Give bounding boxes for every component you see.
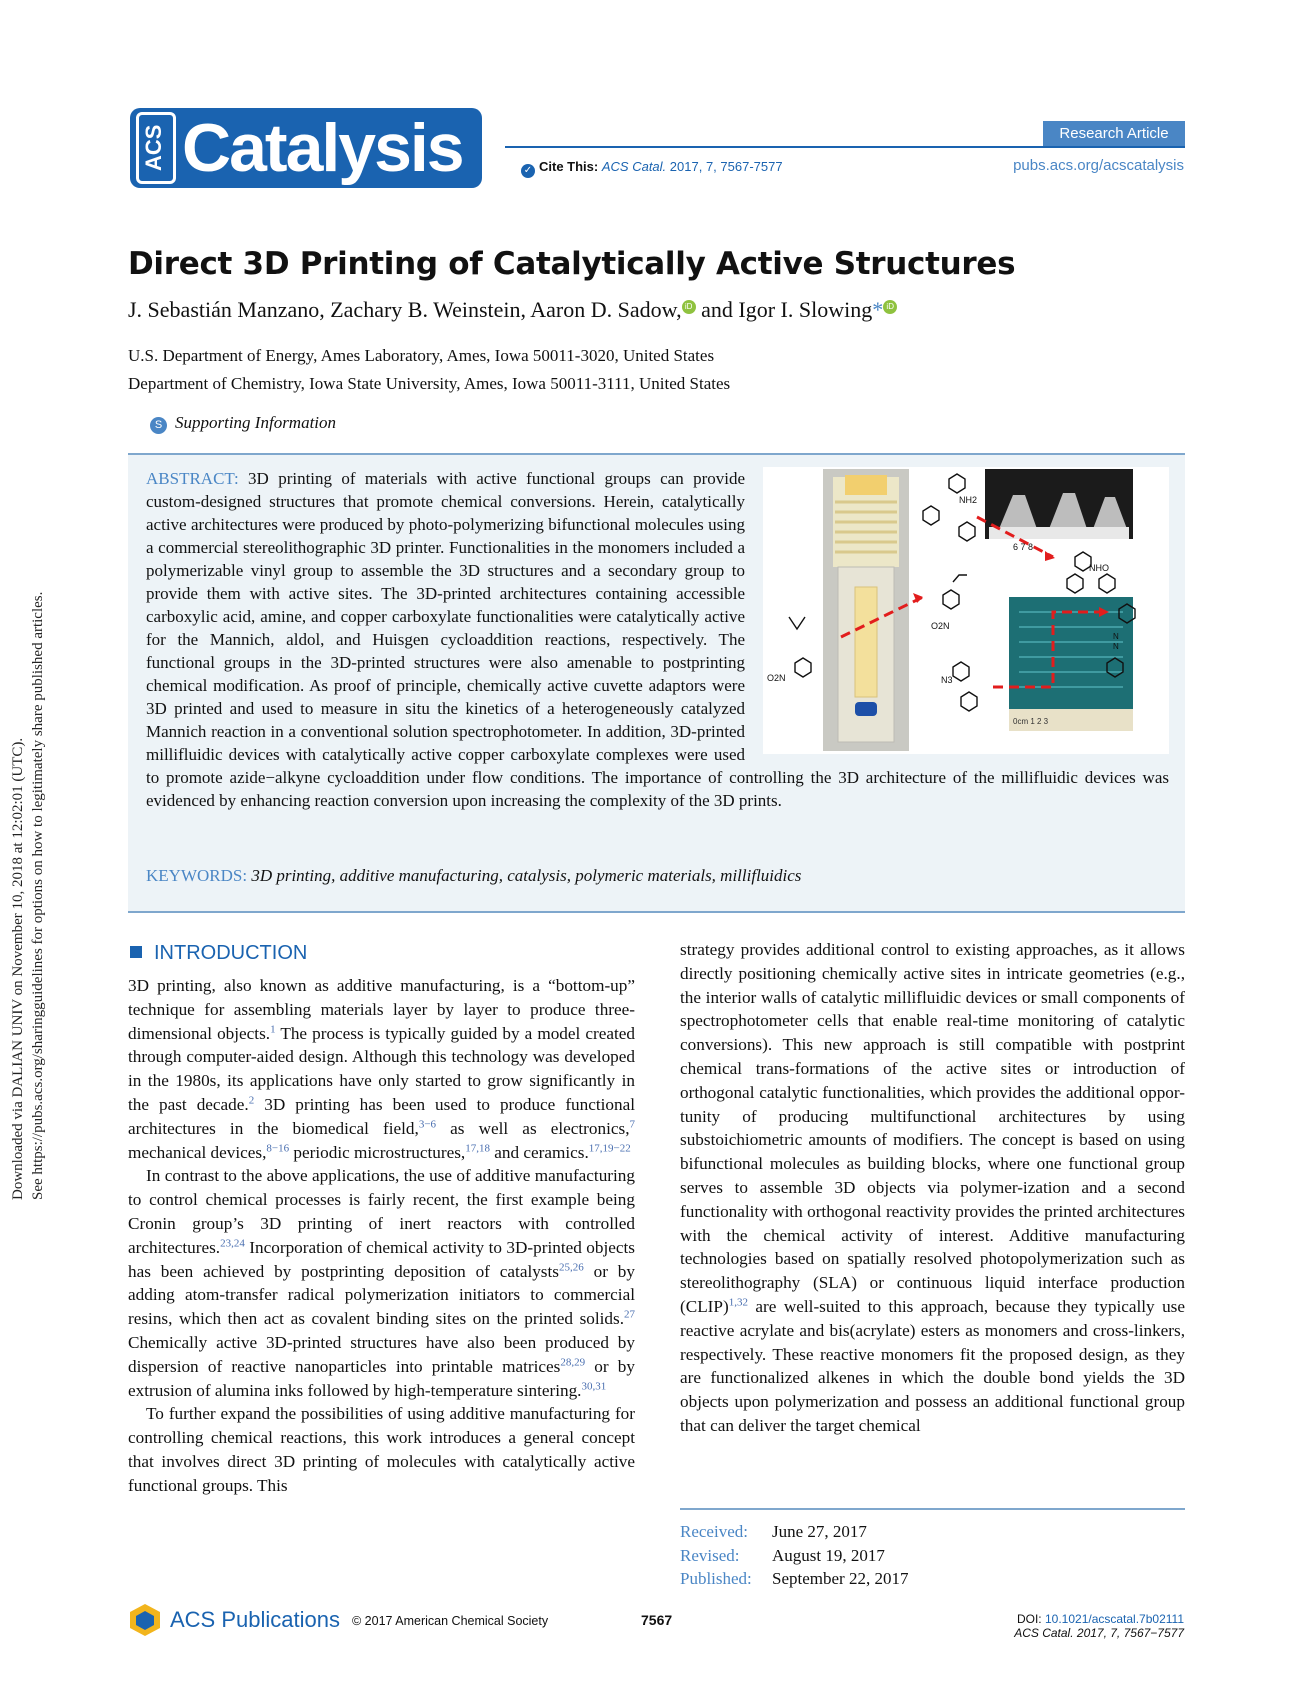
triazole-n-label: N [1113, 632, 1119, 641]
heading-square-icon [130, 946, 142, 958]
ref-link[interactable]: 25,26 [558, 1260, 584, 1273]
ref-link[interactable]: 17,19−22 [588, 1141, 631, 1154]
affiliation-1: U.S. Department of Energy, Ames Laboratory, Ames, Iowa 50011-3020, United States [128, 346, 715, 365]
cite-ref[interactable]: 2017, 7, 7567-7577 [669, 159, 783, 174]
acetone [789, 617, 805, 629]
journal-logo[interactable] [130, 108, 482, 188]
left-column [128, 974, 635, 1498]
ruler-right-label: 0cm 1 2 3 [1013, 717, 1049, 726]
paragraph: 3D printing, also known as additive manufacturing, is a “bottom-up” technique for assembling materials layer by layer to produce three-dimensional objects.$^1$ The process is typically guided by a model created through computer-aided design. Although this technology was developed in the 1980s, its applications have only started to grow significantly in the past decade.$^2$ 3D printing has been used to produce functional architectures in the biomedical field,$^{3-6}$ as well as electronics,$^7$ mechanical devices,$^{8-16}$ periodic microstructures,$^{17,18}$ and ceramics.$^{17,19-22}$ [128, 976, 636, 1162]
citation: ACS Catal. 2017, 7, 7567−7577 [1014, 1626, 1184, 1640]
product-ring-2 [1067, 574, 1083, 593]
published-date: September 22, 2017 [772, 1569, 909, 1588]
orcid-icon[interactable]: iD [682, 300, 696, 314]
ref-link[interactable]: 30,31 [581, 1379, 607, 1392]
toc-figure [763, 467, 1169, 754]
keywords-label: KEYWORDS: [146, 866, 248, 885]
doi-label: DOI: [1016, 1612, 1042, 1626]
revised-date: August 19, 2017 [772, 1545, 885, 1565]
affiliation-2: Department of Chemistry, Iowa State University, Ames, Iowa 50011-3111, United States [128, 374, 731, 393]
side-note-line-2: See https://pubs.acs.org/sharingguidelines for options on how to legitimately share published articles. [30, 591, 46, 1200]
nitrobenzaldehyde-ring [795, 658, 811, 677]
header-rule [505, 146, 1185, 148]
page-number: 7567 [641, 1612, 673, 1628]
paragraph: To further expand the possibilities of using additive manufacturing for controlling chemical reactions, this work introduces a general concept that involves direct 3D printing of molecules with catalytically active functional groups. This [128, 1404, 635, 1495]
n3-label: N3 [941, 675, 953, 685]
article-dates [680, 1508, 1185, 1591]
journal-url[interactable]: pubs.acs.org/acscatalysis [1013, 157, 1184, 174]
nitrostyryl-ring [943, 590, 959, 609]
received-date: June 27, 2017 [772, 1522, 867, 1541]
paragraph: strategy provides additional control to existing approaches, as it allows directly positioning chemically active sites in intricate geometries (e.g., the interior walls of catalytic millifluidic devices or small components of spectrophotometer cells that enable real-time monitoring of catalytic conversions). This new approach is still compatible with postprint chemical trans-formations of the active sites or introduction of orthogonal catalytic functionalities, which provides the additional oppor-tunity of producing multifunctional architectures by using substoichiometric amounts of modifiers. The concept is based on using bifunctional molecules as building blocks, where one functional group serves to assemble 3D objects via polymer-ization and a second functionality with orthogonal reactivity provides the printed architectures with the chemical activity of interest. Additive manufacturing technologies based on spatially resolved photopolymerization such as stereolithography (SLA) or continuous liquid interface production (CLIP)$^{1,32}$ are well-suited to this approach, because they typically use reactive acrylate and bis(acrylate) esters as monomers and cross-linkers, respectively. These reactive monomers fit the proposed design, as they are functionalized alkenes in which the double bond yields the 3D objects upon polymerization and possess an additional functional group that can deliver the target chemical [680, 940, 1185, 1435]
logo-journal-name: Catalysis [182, 110, 463, 186]
keywords-list: 3D printing, additive manufacturing, catalysis, polymeric materials, millifluidics [251, 866, 802, 885]
download-side-note [8, 510, 48, 1200]
supporting-info-icon: S [150, 417, 167, 434]
received-label: Received: [680, 1522, 748, 1541]
doi-link[interactable]: 10.1021/acscatal.7b02111 [1044, 1612, 1184, 1626]
abstract [146, 467, 1169, 812]
nh2-label: NH2 [959, 495, 978, 505]
authors-part-2: and Igor I. Slowing [701, 297, 873, 322]
publisher-name: ACS Publications [170, 1607, 340, 1632]
ref-link[interactable]: 1 [270, 1022, 276, 1035]
copyright: © 2017 American Chemical Society [352, 1614, 549, 1628]
article-title: Direct 3D Printing of Catalytically Active Structures [128, 246, 1016, 282]
keywords [146, 866, 801, 886]
supporting-information[interactable] [150, 413, 336, 434]
ref-link[interactable]: 28,29 [560, 1356, 586, 1369]
ref-link[interactable]: 27 [624, 1308, 635, 1321]
revised-label: Revised: [680, 1545, 740, 1565]
right-column [680, 938, 1185, 1438]
o2n-label: O2N [931, 621, 950, 631]
orcid-icon[interactable]: iD [883, 300, 897, 314]
ref-link[interactable]: 3−6 [418, 1118, 437, 1131]
article-type-badge: Research Article [1043, 121, 1185, 146]
cyclohexanone-ring [959, 522, 975, 541]
abstract-text: 3D printing of materials with active functional groups can provide custom-designed structures that promote chemical conversions. Herein, catalytically active architectures were produced by photo-polymerizing bifunctional molecules using a commercial stereolithographic 3D printer. Functionalities in the monomers included a polymerizable vinyl group to assemble the 3D structures and a secondary group to provide them with active sites. The 3D-printed architectures containing accessible carboxylic acid, amine, and copper carboxylate functionalities were catalytically active for the Mannich, aldol, and Huisgen cycloaddition reactions, respectively. The functional groups in the 3D-printed structures were also amenable to postprinting chemical modification. As proof of principle, chemically active cuvette adaptors were 3D printed and used to measure in situ the kinetics of a heterogeneously catalyzed Mannich reaction in a conventional solution spectrophotometer. In addition, 3D-printed millifluidic devices with catalytically active copper carboxylate complexes were used to promote azide−alkyne cycloaddition under flow conditions. The importance of controlling the 3D architecture of the millifluidic devices was evidenced by enhancing reaction conversion upon increasing the complexity of the 3D prints. [146, 469, 1169, 810]
supporting-info-label[interactable]: Supporting Information [175, 413, 337, 432]
section-heading-text: INTRODUCTION [154, 942, 308, 964]
ref-link[interactable]: 17,18 [465, 1141, 490, 1154]
logo-acs-mark: ACS [136, 112, 176, 184]
check-icon: ✓ [521, 164, 535, 178]
ref-link[interactable]: 2 [248, 1094, 255, 1107]
benzyl-azide-ring [953, 662, 969, 681]
ref-link[interactable]: 1,32 [728, 1296, 748, 1309]
corresponding-author-mark: * [872, 297, 884, 322]
product-ring-3 [1099, 574, 1115, 593]
millifluidic-device-photo [1009, 597, 1133, 709]
acs-hex-icon [128, 1603, 162, 1637]
ref-link[interactable]: 23,24 [220, 1237, 245, 1250]
authors-part-1: J. Sebastián Manzano, Zachary B. Weinstein, Aaron D. Sadow, [128, 297, 682, 322]
paragraph: In contrast to the above applications, the use of additive manufacturing to control chemical processes is fairly recent, the first example being Cronin group’s 3D printing of inert reactors with controlled architectures.$^{23,24}$ Incorporation of chemical activity to 3D-printed objects has been achieved by postprinting deposition of catalysts$^{25,26}$ or by adding atom-transfer radical polymerization initiators to commercial resins, which then act as covalent binding sites on the printed solids.$^{27}$ Chemically active 3D-printed structures have also been produced by dispersion of reactive nanoparticles into printable matrices$^{28,29}$ or by extrusion of alumina inks followed by high-temperature sintering.$^{30,31}$ [128, 1166, 635, 1400]
ref-link[interactable]: 8−16 [266, 1141, 290, 1154]
triazole-n-label: N [1113, 642, 1119, 651]
abstract-label: ABSTRACT: [146, 469, 239, 488]
cite-this[interactable] [521, 159, 783, 178]
phenylacetylene-ring [961, 692, 977, 711]
cite-journal[interactable]: ACS Catal. [601, 159, 667, 174]
ref-link[interactable]: 7 [629, 1118, 635, 1131]
cite-label: Cite This: [539, 159, 599, 174]
section-heading-introduction [130, 942, 307, 965]
doi-block [1014, 1612, 1184, 1640]
benzaldehyde-ring [923, 506, 939, 525]
author-list [128, 297, 897, 323]
o2n-label-2: O2N [767, 673, 786, 683]
stir-bar [855, 702, 877, 716]
toc-graphic [763, 467, 1169, 754]
side-note-line-1: Downloaded via DALIAN UNIV on November 10, 2018 at 12:02:01 (UTC). [10, 737, 26, 1200]
nho-label: NHO [1089, 563, 1109, 573]
ruler-left-label: 6 7 8 [1013, 542, 1034, 552]
acs-publications-logo[interactable] [128, 1603, 340, 1637]
aniline-ring [949, 474, 965, 493]
published-label: Published: [680, 1569, 752, 1588]
